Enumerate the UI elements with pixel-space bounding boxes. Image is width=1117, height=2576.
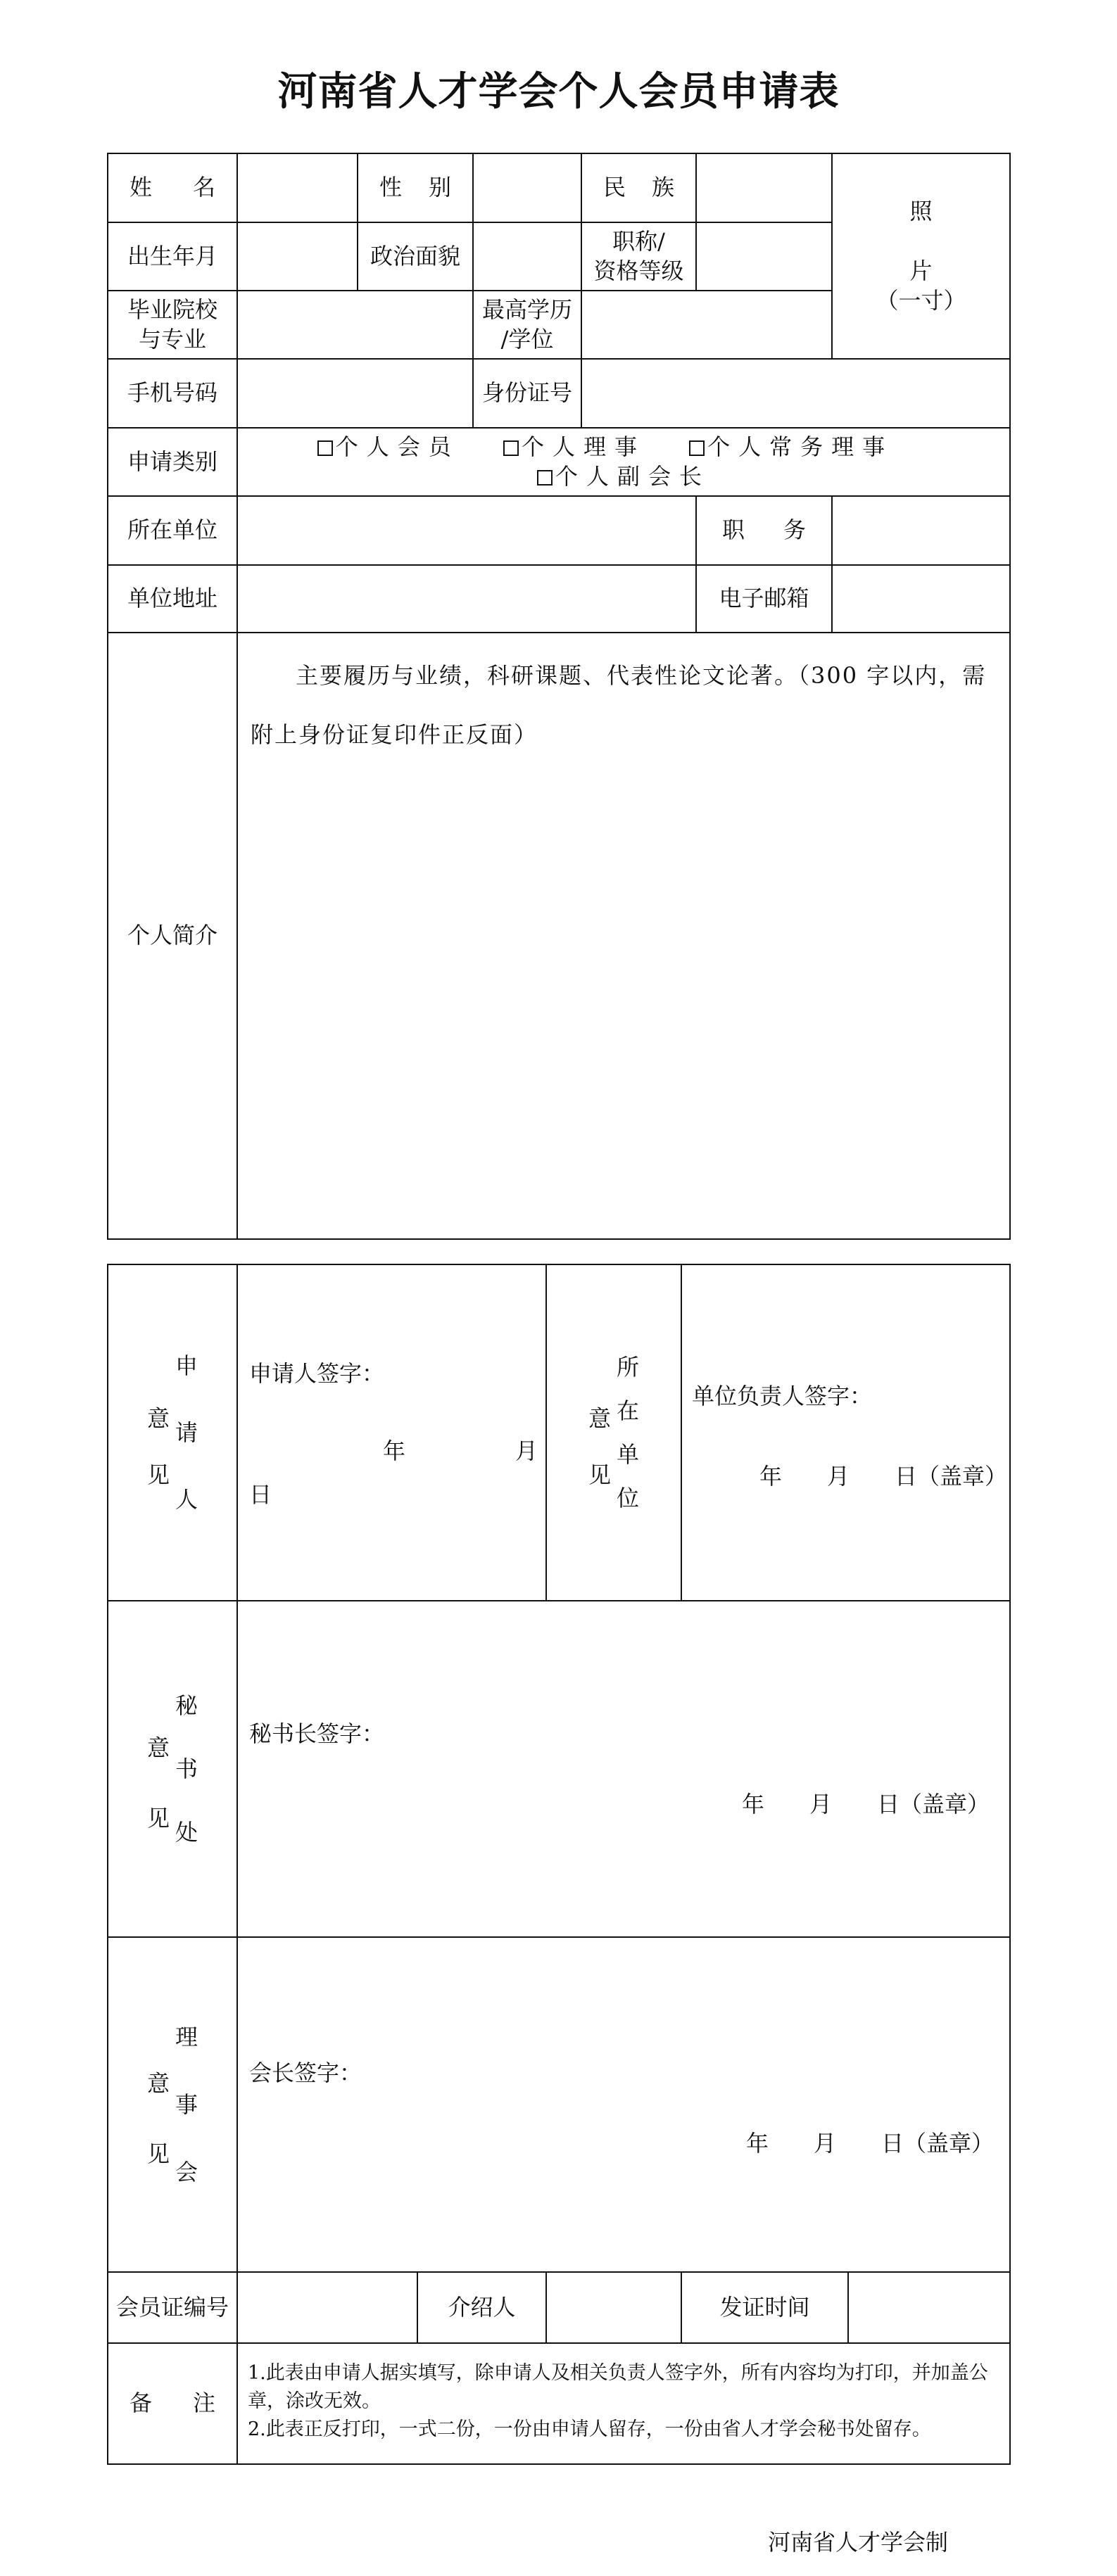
photo-label: 照 <box>909 197 933 224</box>
category-options <box>237 428 1010 496</box>
checkbox-icon[interactable] <box>317 440 333 456</box>
unit-opinion-label <box>546 1264 681 1601</box>
category-option-vice-president[interactable] <box>537 462 710 492</box>
issue-date-label: 发证时间 <box>681 2272 848 2343</box>
form-title: 河南省人才学会个人会员申请表 <box>277 69 840 115</box>
secretary-col-a <box>144 1684 172 1853</box>
secretary-col-b-text: 秘书处 <box>175 1692 198 1846</box>
degree-label-line1: 最高学历 <box>481 296 572 323</box>
category-option-label: 个人常务理事 <box>707 433 894 460</box>
secretary-sign-area[interactable] <box>237 1601 1010 1937</box>
gender-field[interactable] <box>473 153 581 222</box>
address-field[interactable] <box>237 565 696 633</box>
council-sign-area[interactable] <box>237 1937 1010 2272</box>
school-field[interactable] <box>237 291 473 359</box>
category-option-label: 个人理事 <box>521 433 645 460</box>
phone-label: 手机号码 <box>108 359 237 428</box>
category-label: 申请类别 <box>108 428 237 496</box>
personal-info-table <box>107 153 1011 1240</box>
school-label-line1: 毕业院校 <box>127 296 217 323</box>
remarks-label: 备 注 <box>108 2343 237 2464</box>
checkbox-icon[interactable] <box>537 470 553 486</box>
bio-field[interactable] <box>237 633 1010 1239</box>
applicant-sign-label: 申请人签字： <box>249 1360 385 1387</box>
bio-label: 个人简介 <box>108 633 237 1239</box>
birth-field[interactable] <box>237 222 358 291</box>
id-label: 身份证号 <box>473 359 581 428</box>
unit-sign-label: 单位负责人签字： <box>692 1383 873 1409</box>
unit-col-b-text: 所在单位 <box>616 1354 639 1511</box>
secretary-col-a-text: 意见 <box>146 1734 170 1832</box>
unit-sign-area[interactable] <box>681 1264 1010 1601</box>
school-label-line2: 与专业 <box>138 325 206 353</box>
name-label: 姓 名 <box>108 153 237 222</box>
council-sign-label: 会长签字： <box>249 2060 362 2086</box>
degree-label <box>473 291 581 359</box>
introducer-field[interactable] <box>546 2272 681 2343</box>
applicant-col-b <box>172 1333 201 1533</box>
email-label: 电子邮箱 <box>696 565 832 633</box>
council-date: 年 月 日（盖章） <box>746 2130 995 2157</box>
unit-date: 年 月 日（盖章） <box>759 1463 1008 1490</box>
ethnicity-label: 民 族 <box>581 153 696 222</box>
title-label-line1: 职称/ <box>612 227 665 255</box>
name-field[interactable] <box>237 153 358 222</box>
unit-field[interactable] <box>237 496 696 565</box>
secretary-opinion-label <box>108 1601 237 1937</box>
approval-table <box>107 1264 1011 2465</box>
birth-label: 出生年月 <box>108 222 237 291</box>
position-label: 职 务 <box>696 496 832 565</box>
council-col-b-text: 理事会 <box>175 2024 198 2185</box>
category-option-standing-director[interactable] <box>689 433 893 462</box>
applicant-sign-area[interactable] <box>237 1264 546 1601</box>
footer-issuer: 河南省人才学会制 <box>767 2529 948 2556</box>
title-field[interactable] <box>696 222 832 291</box>
applicant-opinion-label <box>108 1264 237 1601</box>
member-no-field[interactable] <box>237 2272 417 2343</box>
category-option-director[interactable] <box>503 433 645 462</box>
category-option-label: 个人副会长 <box>555 462 710 490</box>
photo-box[interactable] <box>832 153 1010 359</box>
secretary-sign-label: 秘书长签字： <box>249 1720 385 1747</box>
category-option-member[interactable] <box>317 433 460 462</box>
school-label <box>108 291 237 359</box>
photo-size: （一寸） <box>876 286 966 314</box>
secretary-date: 年 月 日（盖章） <box>742 1791 990 1817</box>
unit-col-b <box>614 1345 642 1520</box>
issue-date-field[interactable] <box>848 2272 1010 2343</box>
applicant-day: 日 <box>249 1481 272 1508</box>
checkbox-icon[interactable] <box>689 440 705 456</box>
title-label-line2: 资格等级 <box>593 257 684 284</box>
council-col-a <box>144 2020 172 2189</box>
council-col-a-text: 意见 <box>146 2070 170 2167</box>
political-label: 政治面貌 <box>358 222 473 291</box>
applicant-month: 月 <box>515 1438 538 1464</box>
applicant-col-b-text: 申请人 <box>175 1352 198 1513</box>
remarks-notes <box>237 2343 1010 2464</box>
checkbox-icon[interactable] <box>503 440 519 456</box>
introducer-label: 介绍人 <box>417 2272 546 2343</box>
bio-instructions: 主要履历与业绩，科研课题、代表性论文论著。（300 字以内，需附上身份证复印件正反面） <box>251 662 987 748</box>
degree-label-line2: /学位 <box>500 325 554 353</box>
applicant-col-a-text: 意见 <box>146 1405 170 1488</box>
member-no-label: 会员证编号 <box>108 2272 237 2343</box>
degree-field[interactable] <box>581 291 832 359</box>
note-1: 1.此表由申请人据实填写，除申请人及相关负责人签字外，所有内容均为打印，并加盖公章，涂改无效。 <box>248 2362 988 2412</box>
applicant-year: 年 <box>383 1438 406 1464</box>
unit-col-a <box>586 1362 614 1503</box>
phone-field[interactable] <box>237 359 473 428</box>
gender-label: 性 别 <box>358 153 473 222</box>
category-option-label: 个人会员 <box>335 433 460 460</box>
council-col-b <box>172 2003 201 2206</box>
secretary-col-b <box>172 1674 201 1864</box>
title-label <box>581 222 696 291</box>
email-field[interactable] <box>832 565 1010 633</box>
note-2: 2.此表正反打印，一式二份，一份由申请人留存，一份由省人才学会秘书处留存。 <box>248 2418 931 2440</box>
photo-label-2: 片 <box>909 258 933 285</box>
unit-label: 所在单位 <box>108 496 237 565</box>
position-field[interactable] <box>832 496 1010 565</box>
unit-col-a-text: 意见 <box>588 1405 611 1488</box>
id-field[interactable] <box>581 359 1010 428</box>
council-opinion-label <box>108 1937 237 2272</box>
applicant-col-a <box>144 1362 172 1503</box>
ethnicity-field[interactable] <box>696 153 832 222</box>
political-field[interactable] <box>473 222 581 291</box>
address-label: 单位地址 <box>108 565 237 633</box>
